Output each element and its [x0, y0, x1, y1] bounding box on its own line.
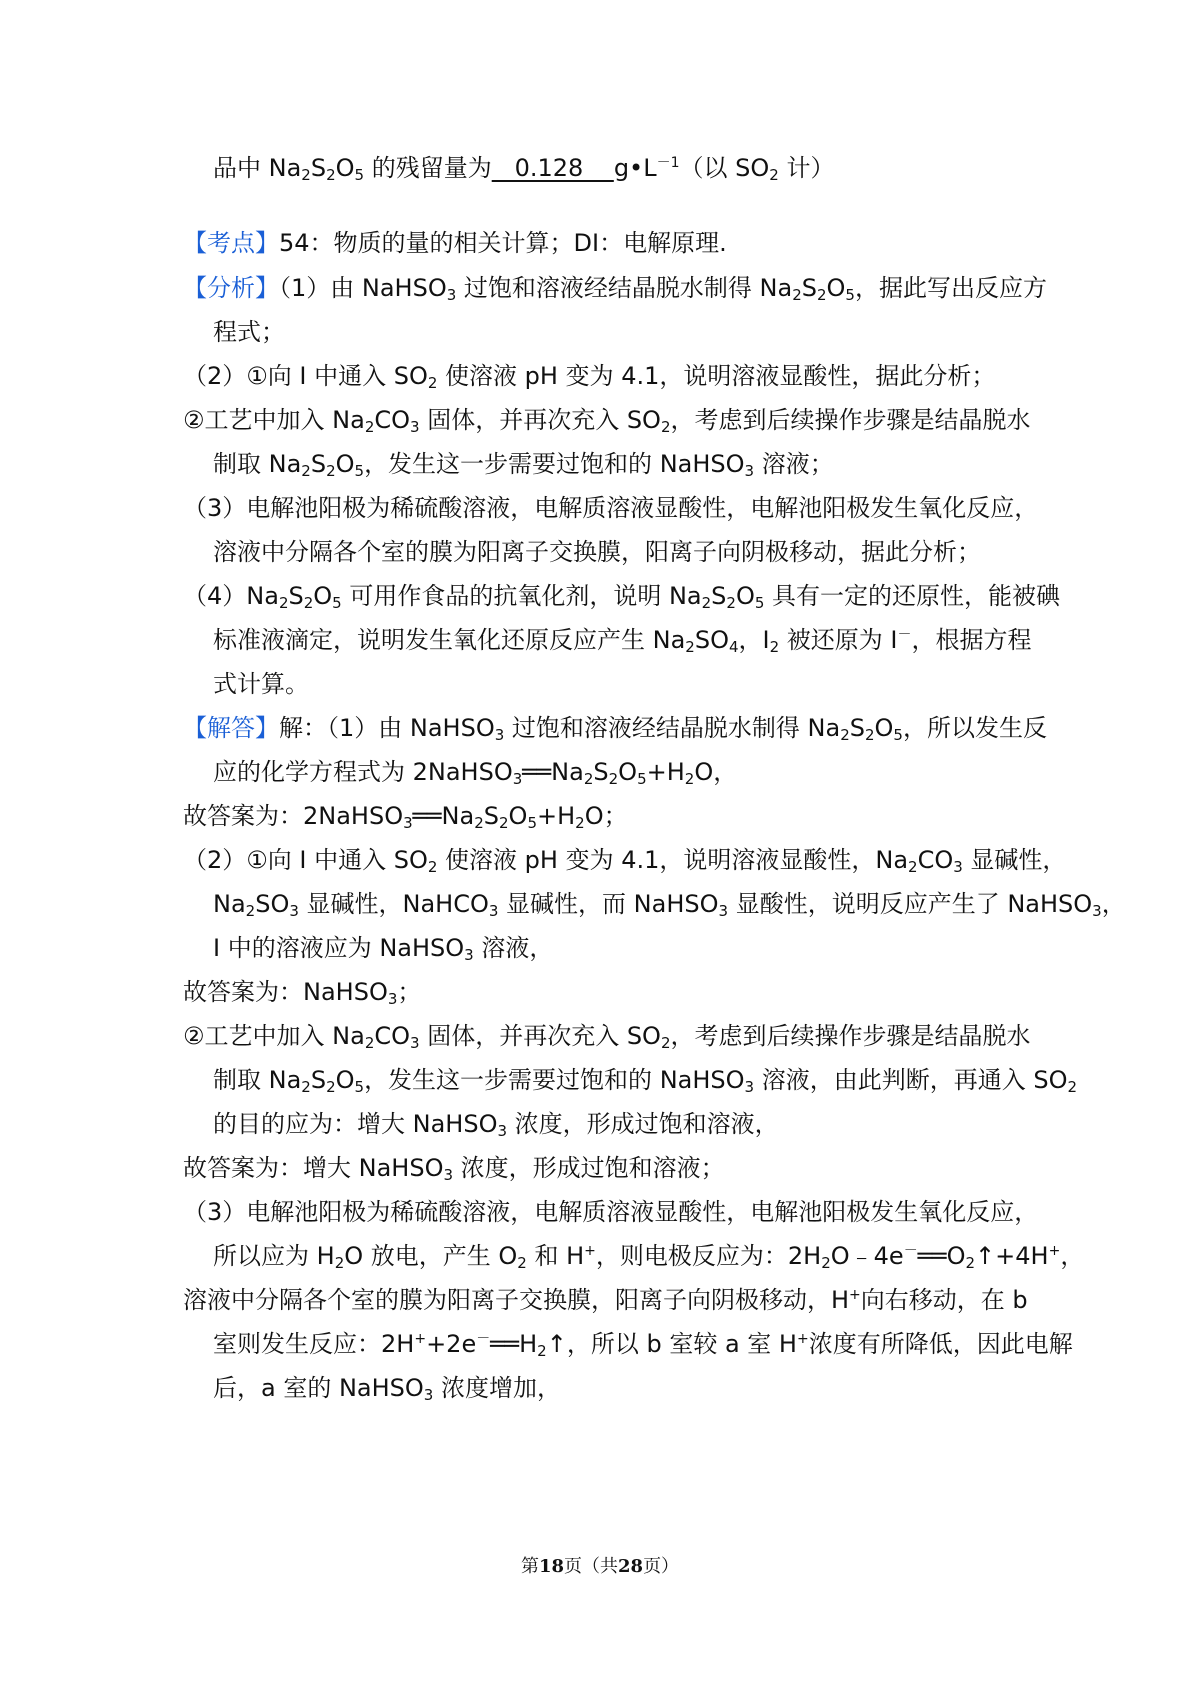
- text-line: 所以应为 $H_2O$ 放电，产生 $O_2$ 和 H+，则电极反应为：$2H_2O﹣4e^-══O_2↑+4H^+$，: [213, 1242, 1085, 1272]
- text-line: 室则发生反应：$2H^++2e^-══H_2↑$，所以 b 室较 a 室 H+浓度有所降低，因此电解: [213, 1330, 1073, 1360]
- text-line: ②工艺中加入 $Na_2CO_3$ 固体，并再次充入 $SO_2$，考虑到后续操作步骤是结晶脱水: [183, 406, 1031, 436]
- footer-suffix: 页）: [643, 1556, 680, 1577]
- text-line: 制取 $Na_2S_2O_5$，发生这一步需要过饱和的 NaHSO$_3$ 溶液；: [213, 450, 834, 480]
- page-footer: [0, 1552, 1200, 1578]
- text-line: 的目的应为：增大 NaHSO$_3$ 浓度，形成过饱和溶液，: [213, 1110, 779, 1140]
- text-line: （2）①向 I 中通入 $SO_2$ 使溶液 pH 变为 4.1，说明溶液显酸性，$Na_2CO_3$ 显碱性，: [183, 846, 1067, 876]
- text-line: 故答案为：$2NaHSO_3══Na_2S_2O_5+H_2O$；: [183, 802, 628, 832]
- text-line: 溶液中分隔各个室的膜为阳离子交换膜，阳离子向阴极移动，据此分析；: [213, 538, 981, 566]
- current-page-number: 18: [538, 1556, 564, 1577]
- text-line: 品中 $Na_2S_2O_5$ 的残留量为 0.128 $g•L^{-1}$（以 $SO_2$ 计）: [213, 154, 835, 184]
- total-page-number: 28: [618, 1556, 644, 1577]
- text-line: 应的化学方程式为 $2NaHSO_3══Na_2S_2O_5+H_2O$，: [213, 758, 738, 788]
- text-line: 溶液中分隔各个室的膜为阳离子交换膜，阳离子向阴极移动，H+向右移动，在 b: [183, 1286, 1028, 1314]
- footer-middle: 页（共: [564, 1556, 618, 1577]
- text-line: 后，a 室的 NaHSO$_3$ 浓度增加，: [213, 1374, 561, 1404]
- text-line: 制取 $Na_2S_2O_5$，发生这一步需要过饱和的 NaHSO$_3$ 溶液，由此判断，再通入 $SO_2$: [213, 1066, 1078, 1096]
- text-line: （2）①向 I 中通入 $SO_2$ 使溶液 pH 变为 4.1，说明溶液显酸性，据此分析；: [183, 362, 996, 392]
- text-line: 式计算。: [213, 670, 309, 698]
- text-line: I 中的溶液应为 NaHSO$_3$ 溶液，: [213, 934, 554, 964]
- text-line: $Na_2SO_3$ 显碱性，NaHCO$_3$ 显碱性，而 NaHSO$_3$ 显酸性，说明反应产生了 NaHSO$_3$，: [213, 890, 1126, 920]
- text-line: 故答案为：NaHSO$_3$；: [183, 978, 422, 1008]
- section-jieda: 【解答】解：（1）由 NaHSO$_3$ 过饱和溶液经结晶脱水制得 $Na_2S_2O_5$，所以发生反: [183, 714, 1047, 744]
- text-line: 程式；: [213, 318, 285, 346]
- text-line: 故答案为：增大 NaHSO$_3$ 浓度，形成过饱和溶液；: [183, 1154, 725, 1184]
- text-line: 标准液滴定，说明发生氧化还原反应产生 $Na_2SO_4$，$I_2$ 被还原为 I－，根据方程: [213, 626, 1032, 656]
- text-line: ②工艺中加入 $Na_2CO_3$ 固体，并再次充入 $SO_2$，考虑到后续操作步骤是结晶脱水: [183, 1022, 1031, 1052]
- footer-prefix: 第: [520, 1556, 539, 1577]
- section-fenxi: 【分析】（1）由 NaHSO$_3$ 过饱和溶液经结晶脱水制得 $Na_2S_2O_5$，据此写出反应方: [183, 274, 1047, 304]
- section-kaodian: 【考点】54：物质的量的相关计算；DI：电解原理.: [183, 229, 727, 257]
- text-line: $(4)Na_2S_2O_5$ 可用作食品的抗氧化剂，说明 $Na_2S_2O_5$ 具有一定的还原性，能被碘: [183, 582, 1061, 612]
- text-line: （3）电解池阳极为稀硫酸溶液，电解质溶液显酸性，电解池阳极发生氧化反应，: [183, 494, 1039, 522]
- text-line: （3）电解池阳极为稀硫酸溶液，电解质溶液显酸性，电解池阳极发生氧化反应，: [183, 1198, 1039, 1226]
